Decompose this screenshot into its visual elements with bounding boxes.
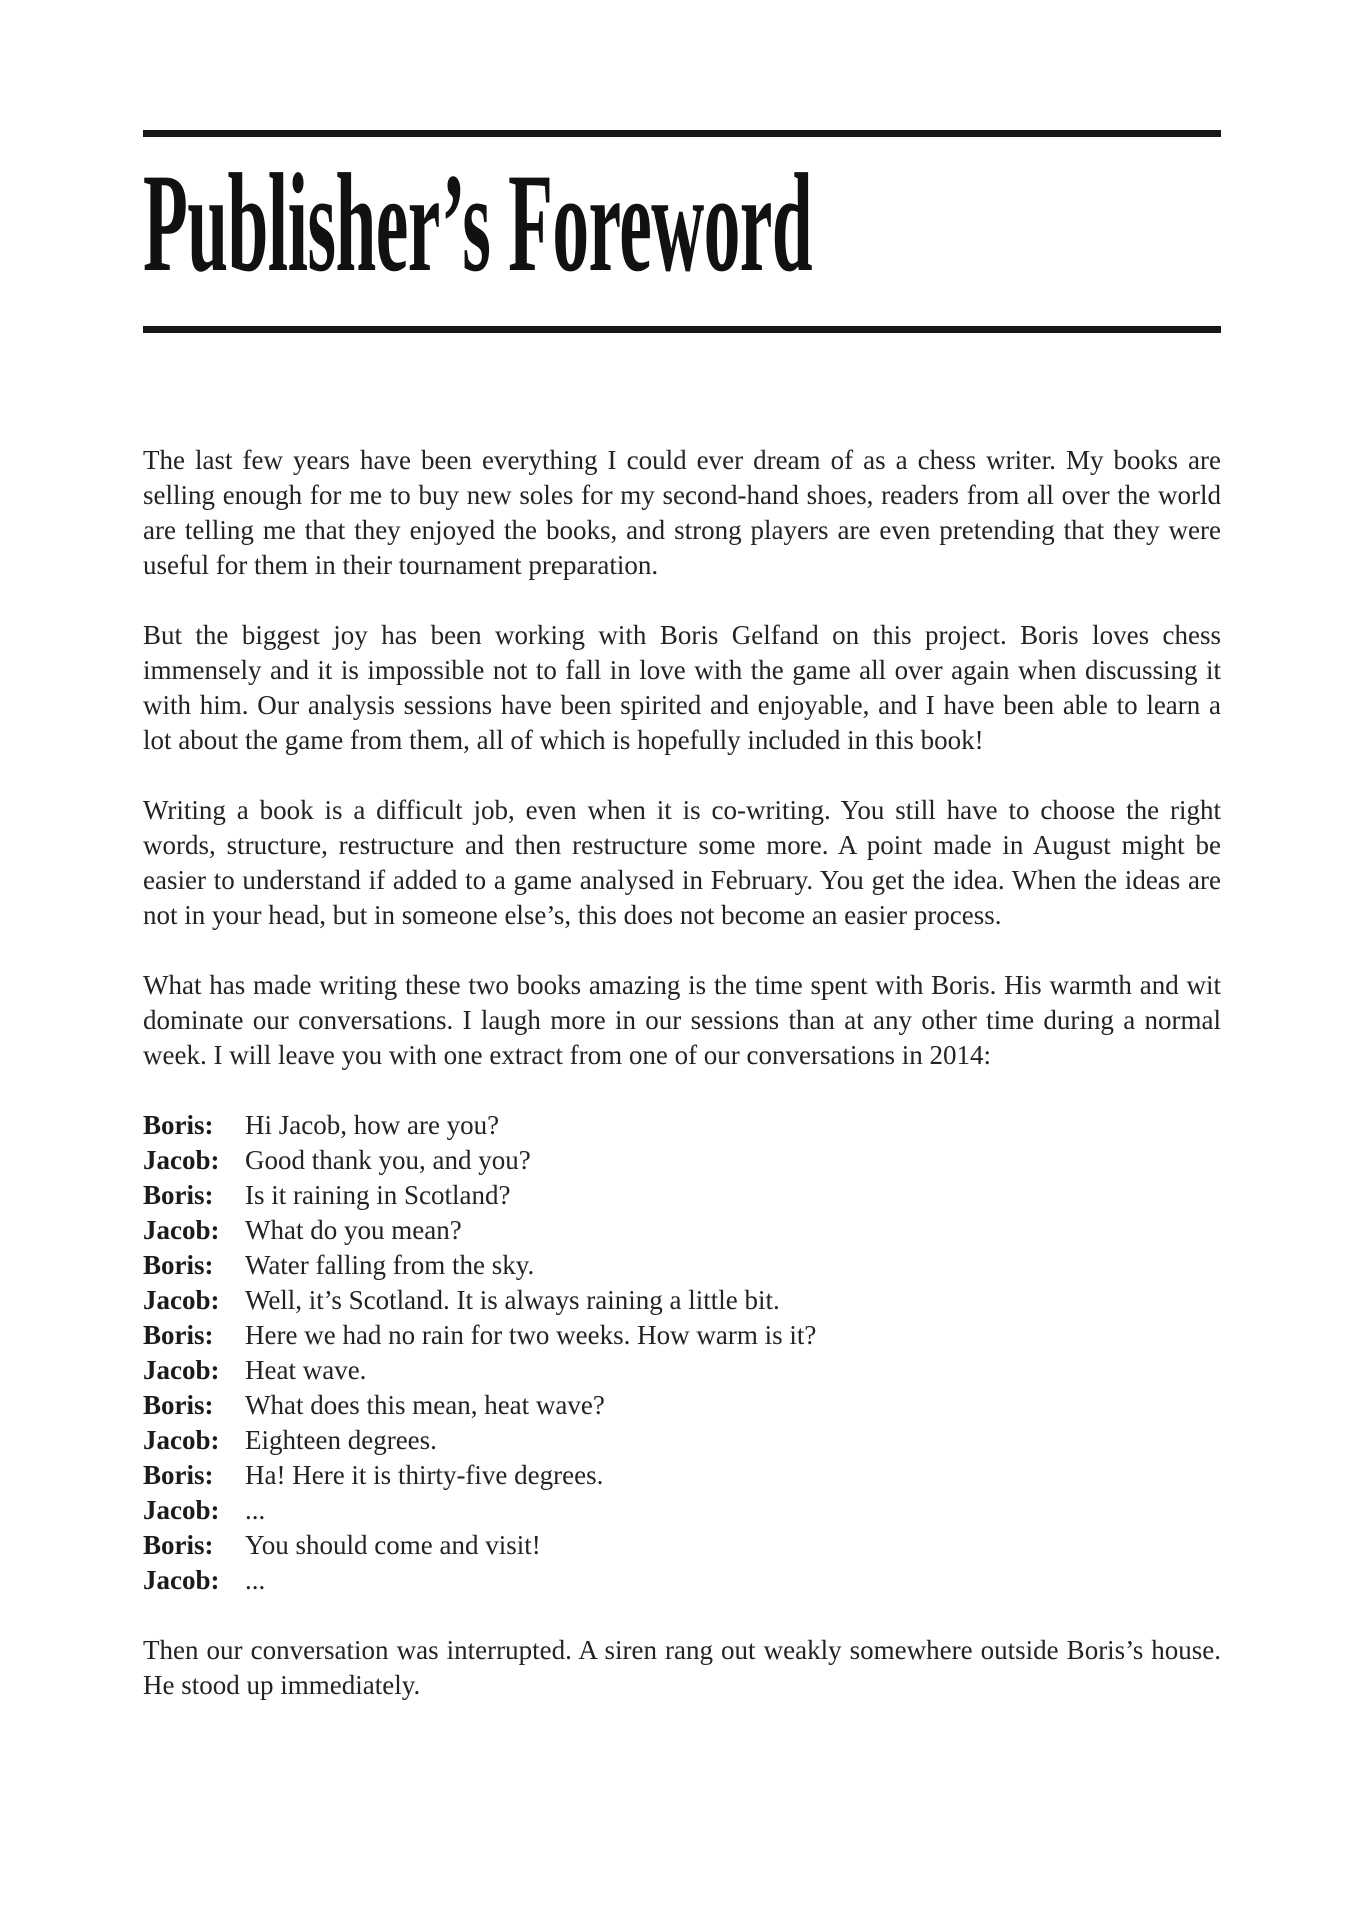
bottom-rule [143, 326, 1221, 333]
page-title: Publisher’s Foreword [143, 145, 813, 301]
closing-paragraph: Then our conversation was interrupted. A siren rang out weakly somewhere outside Boris’s house. He stood up immediately. [143, 1635, 1221, 1700]
speech-text: Heat wave. [245, 1355, 367, 1385]
speaker-label: Jacob: [143, 1215, 220, 1245]
dialogue-line [143, 1108, 1221, 1143]
dialogue-line [143, 1353, 1221, 1388]
speech-text: Is it raining in Scotland? [245, 1180, 511, 1210]
paragraph-2: But the biggest joy has been working with Boris Gelfand on this project. Boris loves chess immensely and it is impossible not to fall in love with the game all over again when discussing it with him. Our analysis sessions have been spirited and enjoyable, and I have been able to learn a lot about the game from them, all of which is hopefully included in this book! [143, 620, 1221, 755]
dialogue-line [143, 1423, 1221, 1458]
dialogue-line [143, 1563, 1221, 1598]
dialogue-line [143, 1178, 1221, 1213]
speaker-label: Jacob: [143, 1285, 220, 1315]
speech-text: ... [245, 1565, 266, 1595]
speaker-label: Boris: [143, 1320, 214, 1350]
conversation-transcript [143, 1108, 1221, 1598]
speaker-label: Boris: [143, 1390, 214, 1420]
speech-text: Ha! Here it is thirty-five degrees. [245, 1460, 604, 1490]
dialogue-line [143, 1248, 1221, 1283]
dialogue-line [143, 1213, 1221, 1248]
foreword-body [143, 443, 1221, 1703]
speaker-label: Boris: [143, 1250, 214, 1280]
speaker-label: Jacob: [143, 1425, 220, 1455]
dialogue-line [143, 1528, 1221, 1563]
speaker-label: Boris: [143, 1530, 214, 1560]
speaker-label: Jacob: [143, 1565, 220, 1595]
paragraph-4: What has made writing these two books amazing is the time spent with Boris. His warmth and wit dominate our conversations. I laugh more in our sessions than at any other time during a normal week. I will leave you with one extract from one of our conversations in 2014: [143, 970, 1221, 1070]
dialogue-line [143, 1493, 1221, 1528]
speech-text: Good thank you, and you? [245, 1145, 531, 1175]
dialogue-line [143, 1458, 1221, 1493]
speaker-label: Jacob: [143, 1145, 220, 1175]
speech-text: Eighteen degrees. [245, 1425, 437, 1455]
speech-text: Water falling from the sky. [245, 1250, 535, 1280]
speech-text: Here we had no rain for two weeks. How warm is it? [245, 1320, 817, 1350]
speaker-label: Boris: [143, 1460, 214, 1490]
closing-section [143, 1633, 1221, 1703]
speech-text: Well, it’s Scotland. It is always raining a little bit. [245, 1285, 780, 1315]
speaker-label: Boris: [143, 1110, 214, 1140]
dialogue-line [143, 1283, 1221, 1318]
speech-text: You should come and visit! [245, 1530, 541, 1560]
page-content [143, 130, 1221, 1703]
paragraph-3: Writing a book is a difficult job, even when it is co-writing. You still have to choose the right words, structure, restructure and then restructure some more. A point made in August might be easier to understand if added to a game analysed in February. You get the idea. When the ideas are not in your head, but in someone else’s, this does not become an easier process. [143, 795, 1221, 930]
paragraph-1: The last few years have been everything I could ever dream of as a chess writer. My books are selling enough for me to buy new soles for my second-hand shoes, readers from all over the world are telling me that they enjoyed the books, and strong players are even pretending that they were useful for them in their tournament preparation. [143, 445, 1221, 580]
dialogue-line [143, 1388, 1221, 1423]
speaker-label: Boris: [143, 1180, 214, 1210]
speech-text: What do you mean? [245, 1215, 462, 1245]
speech-text: Hi Jacob, how are you? [245, 1110, 500, 1140]
dialogue-line [143, 1318, 1221, 1353]
speech-text: ... [245, 1495, 266, 1525]
speech-text: What does this mean, heat wave? [245, 1390, 605, 1420]
speaker-label: Jacob: [143, 1355, 220, 1385]
speaker-label: Jacob: [143, 1495, 220, 1525]
title-band [143, 137, 1221, 326]
dialogue-line [143, 1143, 1221, 1178]
